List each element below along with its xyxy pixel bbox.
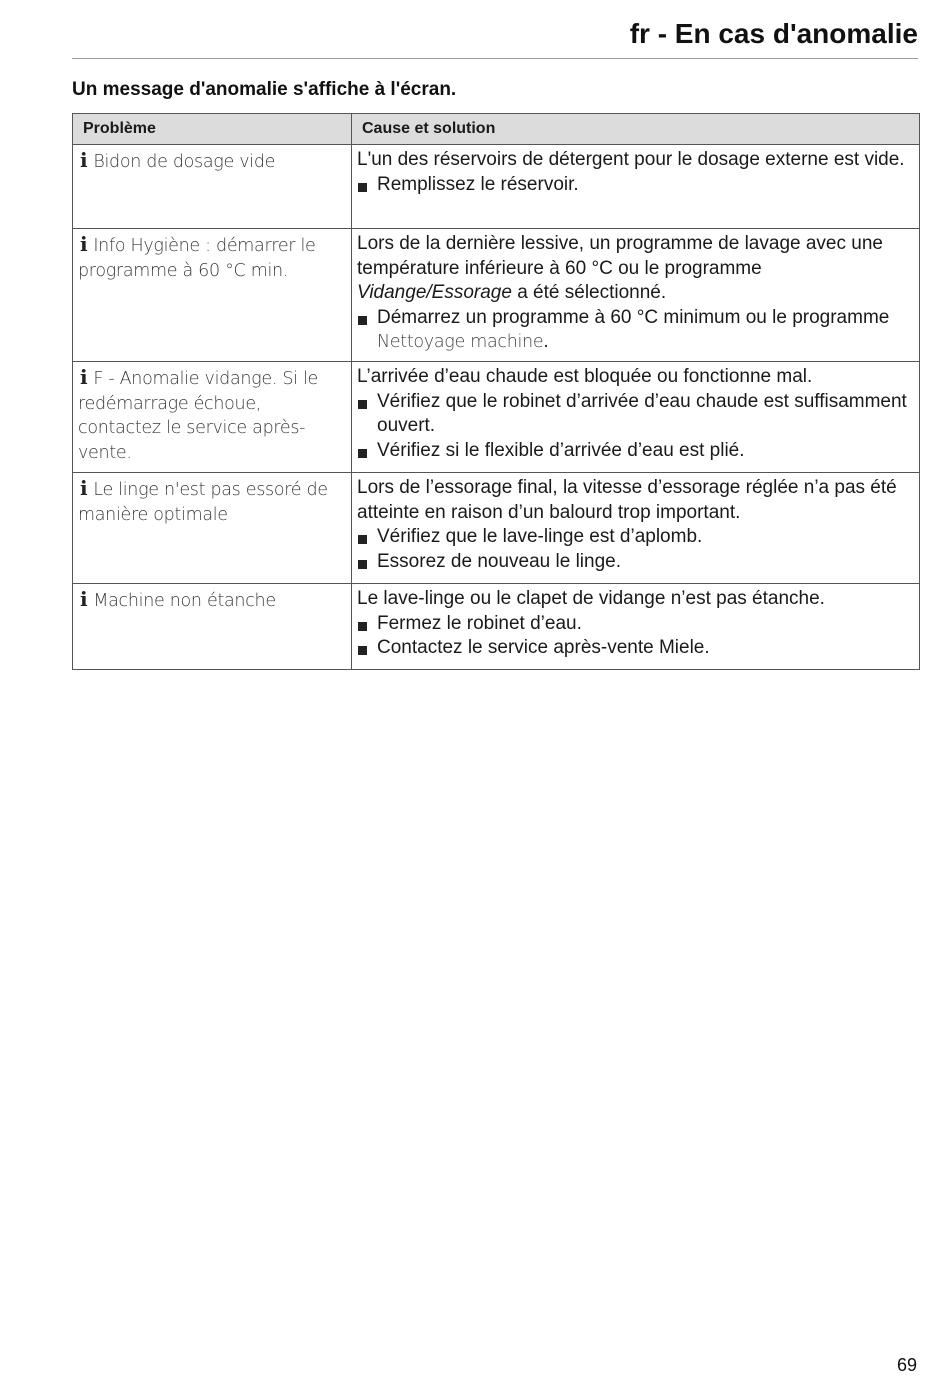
problem-text: Le linge n'est pas essoré de manière optimale (78, 480, 328, 525)
table-row (73, 584, 920, 670)
cause-text: Lors de l’essorage final, la vitesse d’essorage réglée n’a pas été atteinte en raison d’un balourd trop important. (357, 477, 897, 523)
info-icon: i (80, 365, 88, 389)
column-header-cause: Cause et solution (352, 114, 920, 145)
table-row (73, 229, 920, 362)
cause-cell (352, 145, 920, 229)
info-icon: i (80, 476, 88, 500)
problem-text: F - Anomalie vidange. Si le redémarrage échoue, contactez le service après-vente. (78, 369, 319, 463)
cause-cell (352, 362, 920, 473)
section-title: Un message d'anomalie s'affiche à l'écran. (72, 79, 457, 100)
solution-bullet: Vérifiez que le lave-linge est d’aplomb. (357, 525, 914, 550)
problem-cell (73, 584, 352, 670)
table-row (73, 145, 920, 229)
info-icon: i (80, 148, 88, 172)
program-name-vidange: Vidange/Essorage (357, 282, 512, 303)
solution-bullet: Fermez le robinet d’eau. (357, 612, 914, 637)
cause-text: Lors de la dernière lessive, un programme de lavage avec une température inférieure à 60 °C ou le programme Vidange/Essorage a été sélectionné. (357, 233, 883, 303)
problem-cell (73, 473, 352, 584)
table-row (73, 473, 920, 584)
problem-text: Machine non étanche (93, 591, 276, 611)
solution-bullet: Contactez le service après-vente Miele. (357, 636, 914, 661)
page-header-title: fr - En cas d'anomalie (629, 18, 918, 49)
cause-text: Le lave-linge ou le clapet de vidange n’est pas étanche. (357, 588, 825, 609)
solution-bullet: Essorez de nouveau le linge. (357, 550, 914, 575)
cause-text: L’arrivée d’eau chaude est bloquée ou fonctionne mal. (357, 366, 813, 387)
program-name-nettoyage: Nettoyage machine (377, 332, 544, 352)
table-row (73, 362, 920, 473)
solution-bullet: Démarrez un programme à 60 °C minimum ou le programme Nettoyage machine. (357, 306, 914, 355)
problem-cell (73, 362, 352, 473)
cause-cell (352, 473, 920, 584)
problem-cell (73, 229, 352, 362)
cause-cell (352, 584, 920, 670)
problem-text: Info Hygiène : démarrer le programme à 60 °C min. (78, 236, 316, 281)
info-icon: i (80, 587, 88, 611)
solution-bullet: Remplissez le réservoir. (357, 173, 914, 198)
solution-bullet: Vérifiez que le robinet d’arrivée d’eau chaude est suffisamment ouvert. (357, 390, 914, 439)
solution-bullet: Vérifiez si le flexible d’arrivée d’eau est plié. (357, 439, 914, 464)
column-header-problem: Problème (73, 114, 352, 145)
header-divider (72, 58, 918, 59)
problem-text: Bidon de dosage vide (93, 152, 276, 172)
problem-cell (73, 145, 352, 229)
cause-text: L'un des réservoirs de détergent pour le dosage externe est vide. (357, 149, 905, 170)
table-header-row (73, 114, 920, 145)
troubleshooting-table (72, 113, 920, 670)
info-icon: i (80, 232, 88, 256)
page-number: 69 (896, 1355, 917, 1375)
cause-cell (352, 229, 920, 362)
